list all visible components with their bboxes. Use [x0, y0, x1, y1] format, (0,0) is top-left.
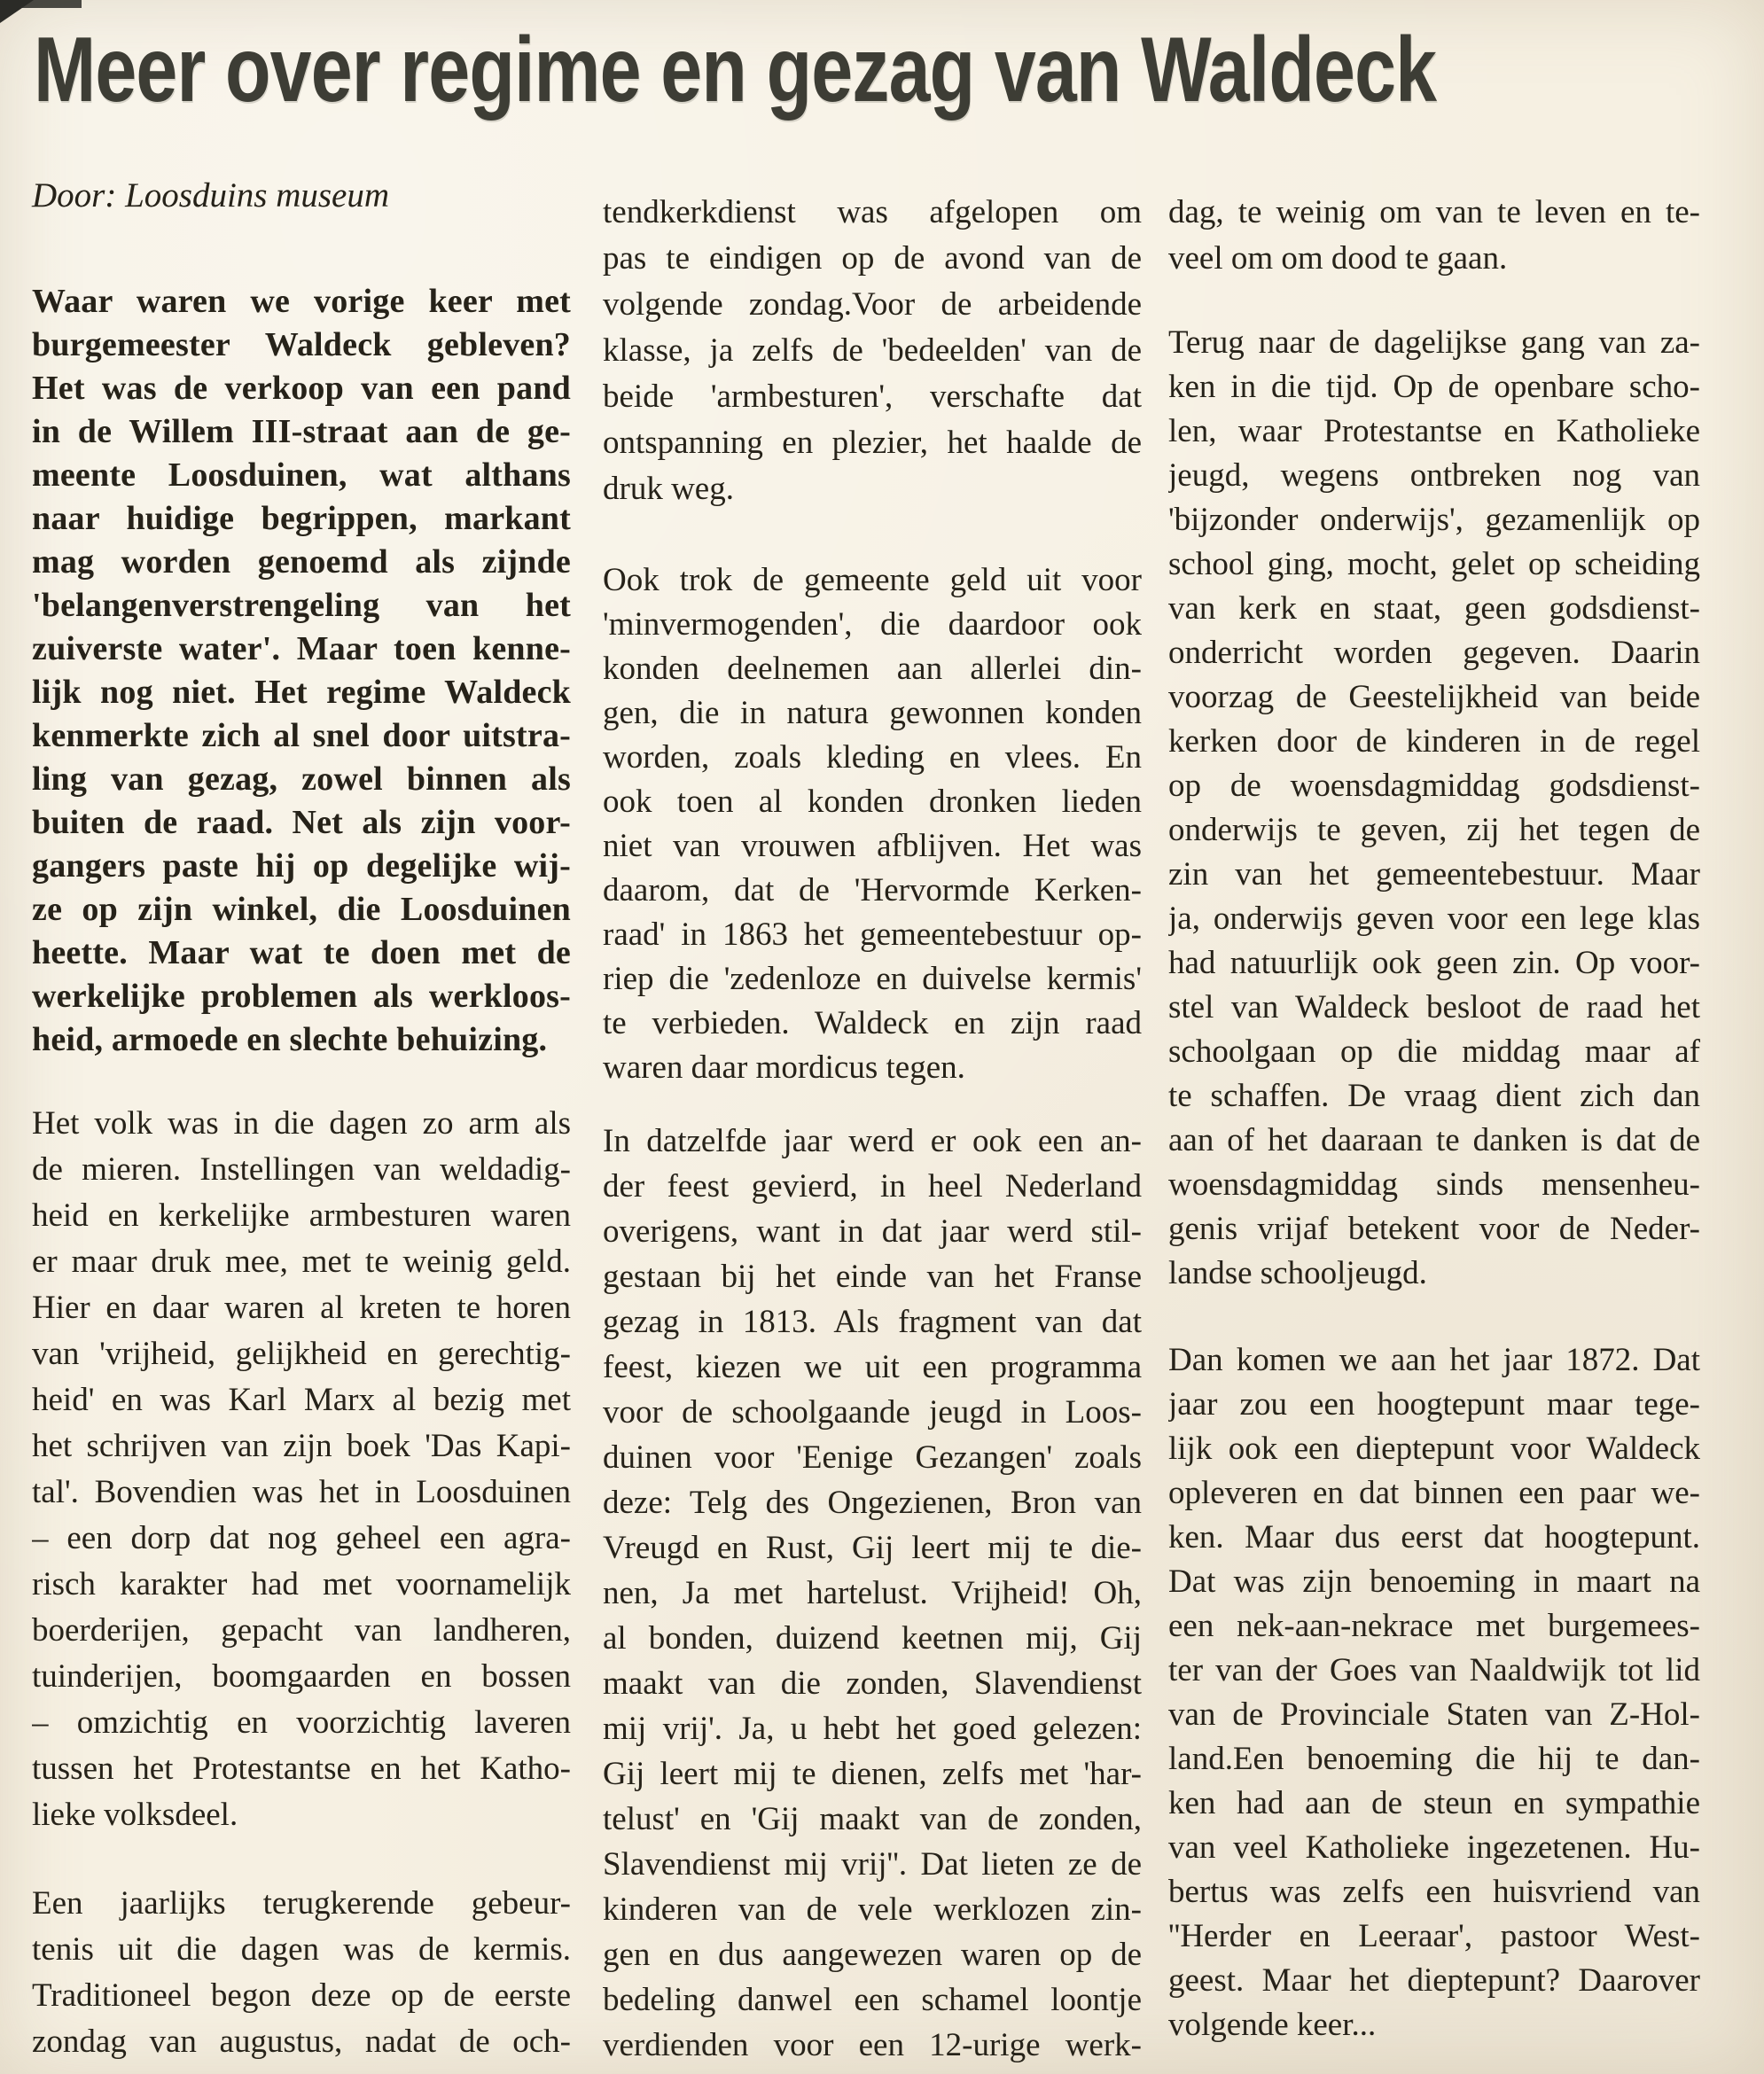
- text-line: jaar zou een hoogtepunt maar tege-: [1168, 1386, 1700, 1423]
- text-line: ken in die tijd. Op de openbare scho-: [1168, 369, 1700, 405]
- text-line: zin van het gemeentebestuur. Maar: [1168, 856, 1700, 893]
- headline: Meer over regime en gezag van Waldeck: [34, 19, 1437, 121]
- text-line: naar huidige begrippen, markant: [32, 500, 571, 537]
- text-line: ter van der Goes van Naaldwijk tot lid: [1168, 1652, 1700, 1688]
- column: [1168, 0, 1700, 2074]
- text-line: ontspanning en plezier, het haalde de: [603, 425, 1142, 461]
- text-line: in de Willem III-straat aan de ge-: [32, 413, 571, 450]
- text-line: school ging, mocht, gelet op scheiding: [1168, 546, 1700, 582]
- text-line: Dat was zijn benoeming in maart na: [1168, 1563, 1700, 1600]
- text-line: 'minvermogenden', die daardoor ook: [603, 606, 1142, 643]
- text-line: niet van vrouwen afblijven. Het was: [603, 828, 1142, 864]
- text-line: Terug naar de dagelijkse gang van za-: [1168, 324, 1700, 361]
- body-paragraph: [603, 558, 1142, 1090]
- text-line: de mieren. Instellingen van weldadig-: [32, 1151, 571, 1188]
- body-paragraph: [603, 190, 1142, 512]
- text-line: duinen voor 'Eenige Gezangen' zoals: [603, 1439, 1142, 1476]
- text-line: ook toen al konden dronken lieden: [603, 784, 1142, 820]
- text-line: riep die 'zedenloze en duivelse kermis': [603, 961, 1142, 997]
- text-line: Vreugd en Rust, Gij leert mij te die-: [603, 1530, 1142, 1566]
- text-line: tal'. Bovendien was het in Loosduinen: [32, 1474, 571, 1510]
- text-line: druk weg.: [603, 471, 734, 507]
- text-line: – een dorp dat nog geheel een agra-: [32, 1520, 571, 1556]
- text-line: geest. Maar het dieptepunt? Daarover: [1168, 1962, 1700, 1999]
- text-line: van veel Katholieke ingezetenen. Hu-: [1168, 1829, 1700, 1866]
- body-paragraph: [1168, 1338, 1700, 2047]
- text-line: al bonden, duizend keetnen mij, Gij: [603, 1620, 1142, 1657]
- text-line: volgende zondag.Voor de arbeidende: [603, 286, 1142, 323]
- text-line: kerken door de kinderen in de regel: [1168, 723, 1700, 760]
- text-line: Een jaarlijks terugkerende gebeur-: [32, 1885, 571, 1922]
- text-line: raad' in 1863 het gemeentebestuur op-: [603, 916, 1142, 953]
- text-line: op de woensdagmiddag godsdienst-: [1168, 768, 1700, 804]
- text-line: aan of het daaraan te danken is dat de: [1168, 1122, 1700, 1158]
- body-paragraph: [32, 1101, 571, 1838]
- body-paragraph: [32, 1881, 571, 2065]
- text-line: In datzelfde jaar werd er ook een an-: [603, 1123, 1142, 1159]
- text-line: voor de schoolgaande jeugd in Loos-: [603, 1394, 1142, 1431]
- text-line: 'bijzonder onderwijs', gezamenlijk op: [1168, 502, 1700, 538]
- text-line: konden deelnemen aan allerlei din-: [603, 651, 1142, 687]
- text-line: veel om om dood te gaan.: [1168, 240, 1508, 277]
- text-line: genis vrijaf betekent voor de Neder-: [1168, 1211, 1700, 1247]
- text-line: heid en kerkelijke armbesturen waren: [32, 1197, 571, 1234]
- text-line: kenmerkte zich al snel door uitstra-: [32, 717, 571, 754]
- text-line: dag, te weinig om van te leven en te-: [1168, 194, 1700, 230]
- text-line: te verbieden. Waldeck en zijn raad: [603, 1005, 1142, 1041]
- text-line: der feest gevierd, in heel Nederland: [603, 1168, 1142, 1205]
- text-line: waren daar mordicus tegen.: [603, 1049, 965, 1086]
- text-line: heette. Maar wat te doen met de: [32, 934, 571, 971]
- text-line: bedeling danwel een schamel loontje: [603, 1982, 1142, 2018]
- text-line: pas te eindigen op de avond van de: [603, 240, 1142, 277]
- text-line: zuiverste water'. Maar toen kenne-: [32, 630, 571, 667]
- text-line: gestaan bij het einde van het Franse: [603, 1259, 1142, 1295]
- body-paragraph: [1168, 321, 1700, 1296]
- text-line: – omzichtig en voorzichtig laveren: [32, 1704, 571, 1741]
- text-line: jeugd, wegens ontbreken nog van: [1168, 457, 1700, 494]
- text-line: te schaffen. De vraag dient zich dan: [1168, 1078, 1700, 1114]
- text-line: opleveren en dat binnen een paar we-: [1168, 1475, 1700, 1511]
- text-line: Dan komen we aan het jaar 1872. Dat: [1168, 1342, 1700, 1378]
- text-line: gezag in 1813. Als fragment van dat: [603, 1304, 1142, 1340]
- text-line: volgende keer...: [1168, 2007, 1377, 2043]
- text-line: er maar druk mee, met te weinig geld.: [32, 1244, 571, 1280]
- text-line: land.Een benoeming die hij te dan-: [1168, 1741, 1700, 1777]
- byline: Door: Loosduins museum: [32, 176, 390, 214]
- text-line: buiten de raad. Net als zijn voor-: [32, 804, 571, 841]
- text-line: gen, die in natura gewonnen konden: [603, 695, 1142, 731]
- text-line: een nek-aan-nekrace met burgemees-: [1168, 1608, 1700, 1644]
- text-line: burgemeester Waldeck gebleven?: [32, 326, 571, 363]
- text-line: lijk ook een dieptepunt voor Waldeck: [1168, 1431, 1700, 1467]
- text-line: beide 'armbesturen', verschafte dat: [603, 378, 1142, 415]
- text-line: ja, onderwijs geven voor een lege klas: [1168, 901, 1700, 937]
- text-line: maakt van die zonden, Slavendienst: [603, 1665, 1142, 1702]
- text-line: meente Loosduinen, wat althans: [32, 456, 571, 494]
- text-line: Hier en daar waren al kreten te horen: [32, 1290, 571, 1326]
- text-line: van de Provinciale Staten van Z-Hol-: [1168, 1696, 1700, 1733]
- text-line: tuinderijen, boomgaarden en bossen: [32, 1658, 571, 1695]
- text-line: mij vrij'. Ja, u hebt het goed gelezen:: [603, 1711, 1142, 1747]
- text-line: daarom, dat de 'Hervormde Kerken-: [603, 872, 1142, 908]
- text-line: Waar waren we vorige keer met: [32, 283, 571, 320]
- text-line: Het was de verkoop van een pand: [32, 370, 571, 407]
- text-line: len, waar Protestantse en Katholieke: [1168, 413, 1700, 449]
- text-line: telust' en 'Gij maakt van de zonden,: [603, 1801, 1142, 1837]
- lead-paragraph: [32, 280, 571, 1062]
- body-paragraph: [603, 1119, 1142, 2068]
- text-line: verdienden voor een 12-urige werk-: [603, 2027, 1142, 2063]
- text-line: Gij leert mij te dienen, zelfs met 'har-: [603, 1756, 1142, 1792]
- text-line: nen, Ja met hartelust. Vrijheid! Oh,: [603, 1575, 1142, 1611]
- text-line: woensdagmiddag sinds mensenheu-: [1168, 1166, 1700, 1203]
- text-line: onderricht worden gegeven. Daarin: [1168, 635, 1700, 671]
- text-line: landse schooljeugd.: [1168, 1255, 1427, 1291]
- text-line: heid, armoede en slechte behuizing.: [32, 1021, 548, 1058]
- text-line: bertus was zelfs een huisvriend van: [1168, 1874, 1700, 1910]
- text-line: voorzag de Geestelijkheid van beide: [1168, 679, 1700, 715]
- text-line: tenis uit die dagen was de kermis.: [32, 1931, 571, 1968]
- text-line: werkelijke problemen als werkloos-: [32, 978, 571, 1015]
- text-line: het schrijven van zijn boek 'Das Kapi-: [32, 1428, 571, 1464]
- text-line: had natuurlijk ook geen zin. Op voor-: [1168, 945, 1700, 981]
- text-line: ze op zijn winkel, die Loosduinen: [32, 891, 571, 928]
- text-line: zondag van augustus, nadat de och-: [32, 2023, 571, 2060]
- text-line: gangers paste hij op degelijke wij-: [32, 847, 571, 885]
- text-line: stel van Waldeck besloot de raad het: [1168, 989, 1700, 1025]
- text-line: deze: Telg des Ongezienen, Bron van: [603, 1485, 1142, 1521]
- text-line: mag worden genoemd als zijnde: [32, 543, 571, 581]
- text-line: van kerk en staat, geen godsdienst-: [1168, 590, 1700, 627]
- text-line: 'belangenverstrengeling van het: [32, 587, 571, 624]
- text-line: ken had aan de steun en sympathie: [1168, 1785, 1700, 1821]
- column: [32, 0, 571, 2074]
- text-line: lieke volksdeel.: [32, 1797, 238, 1833]
- text-line: feest, kiezen we uit een programma: [603, 1349, 1142, 1385]
- text-line: worden, zoals kleding en vlees. En: [603, 739, 1142, 776]
- scan-corner-mark: [0, 0, 34, 23]
- text-line: heid' en was Karl Marx al bezig met: [32, 1382, 571, 1418]
- text-line: boerderijen, gepacht van landheren,: [32, 1612, 571, 1649]
- text-line: Het volk was in die dagen zo arm als: [32, 1105, 571, 1142]
- text-line: overigens, want in dat jaar werd stil-: [603, 1213, 1142, 1250]
- body-paragraph: [1168, 190, 1700, 282]
- text-line: Traditioneel begon deze op de eerste: [32, 1977, 571, 2014]
- text-line: gen en dus aangewezen waren op de: [603, 1937, 1142, 1973]
- text-line: tussen het Protestantse en het Katho-: [32, 1750, 571, 1787]
- text-line: klasse, ja zelfs de 'bedeelden' van de: [603, 332, 1142, 369]
- text-line: ken. Maar dus eerst dat hoogtepunt.: [1168, 1519, 1700, 1556]
- text-line: lijk nog niet. Het regime Waldeck: [32, 674, 571, 711]
- text-line: Slavendienst mij vrij''. Dat lieten ze de: [603, 1846, 1142, 1883]
- text-line: onderwijs te geven, zij het tegen de: [1168, 812, 1700, 848]
- text-line: risch karakter had met voornamelijk: [32, 1566, 571, 1602]
- text-line: Ook trok de gemeente geld uit voor: [603, 562, 1142, 598]
- text-line: van 'vrijheid, gelijkheid en gerechtig-: [32, 1336, 571, 1372]
- column: [603, 0, 1142, 2074]
- text-line: schoolgaan op die middag maar af: [1168, 1033, 1700, 1070]
- text-line: kinderen van de vele werklozen zin-: [603, 1891, 1142, 1928]
- text-line: tendkerkdienst was afgelopen om: [603, 194, 1142, 230]
- text-line: ''Herder en Leeraar', pastoor West-: [1168, 1918, 1700, 1954]
- text-line: ling van gezag, zowel binnen als: [32, 760, 571, 798]
